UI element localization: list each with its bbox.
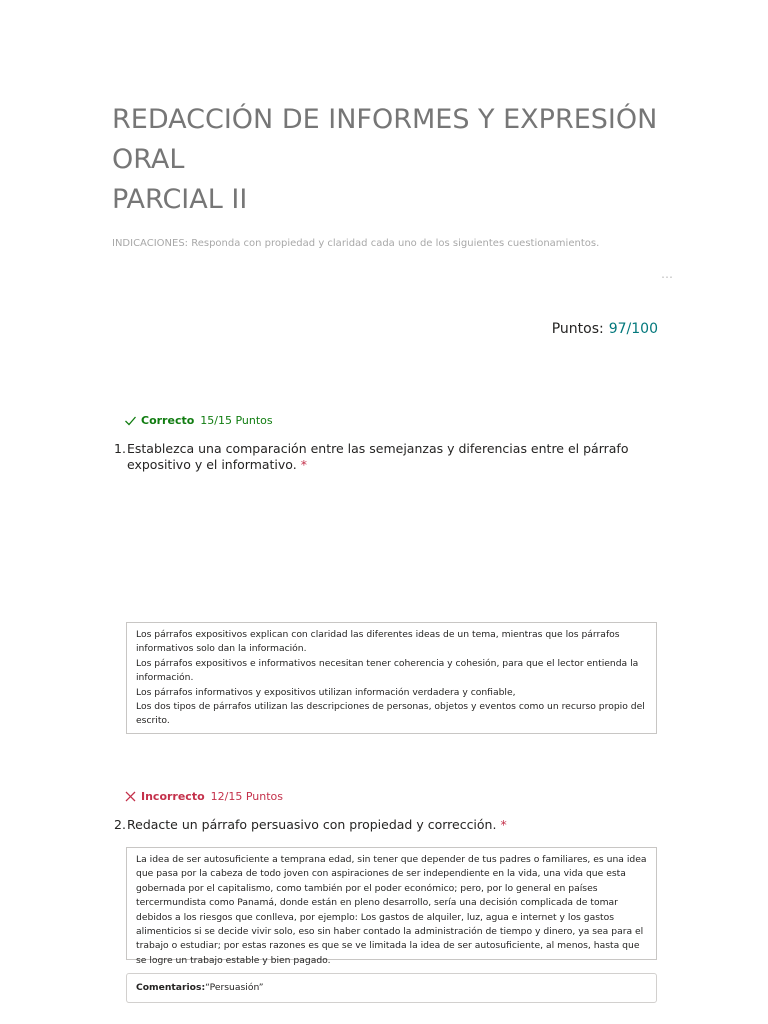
- cross-icon: [124, 790, 137, 803]
- question-1-status-word: Correcto: [141, 414, 195, 427]
- form-title-line-1: REDACCIÓN DE INFORMES Y EXPRESIÓN: [112, 104, 658, 135]
- required-mark: *: [500, 817, 507, 832]
- question-1-points: 15/15 Puntos: [200, 414, 273, 427]
- form-indications: INDICACIONES: Responda con propiedad y claridad cada uno de los siguientes cuestionamientos.: [112, 238, 600, 249]
- form-title-line-3: PARCIAL II: [112, 184, 248, 215]
- question-1-status: [124, 414, 273, 427]
- question-1-answer: [126, 622, 657, 734]
- question-2-status: [124, 790, 283, 803]
- question-2: [114, 817, 644, 833]
- question-2-text: Redacte un párrafo persuasivo con propiedad y corrección.: [127, 817, 497, 832]
- question-2-answer: [126, 847, 657, 966]
- question-1: [114, 441, 644, 473]
- answer-line: Los párrafos expositivos e informativos necesitan tener coherencia y cohesión, para que el lector entienda la información.: [136, 657, 639, 684]
- answer-line: Los párrafos informativos y expositivos utilizan información verdadera y confiable,: [136, 686, 516, 698]
- question-2-comment: [126, 973, 657, 1003]
- comment-text: “Persuasión”: [205, 982, 264, 993]
- total-score: [552, 321, 658, 337]
- required-mark: *: [300, 457, 307, 472]
- form-title-line-2: ORAL: [112, 144, 185, 175]
- comment-label: Comentarios:: [136, 982, 206, 993]
- question-2-points: 12/15 Puntos: [210, 790, 284, 803]
- answer-line: Los dos tipos de párrafos utilizan las descripciones de personas, objetos y eventos como un recurso propio del escrito.: [136, 701, 645, 727]
- score-label: Puntos:: [551, 321, 604, 337]
- question-1-text: Establezca una comparación entre las semejanzas y diferencias entre el párrafo expositivo y el informativo.: [127, 441, 629, 472]
- more-options-icon[interactable]: …: [661, 267, 674, 281]
- answer-paragraph: La idea de ser autosuficiente a temprana edad, sin tener que depender de tus padres o familiares, es una idea que pasa por la cabeza de todo joven con aspiraciones de ser independiente en la vida, una vida que esta gobernada por el capitalismo, como también por el poder económico; pero, por lo general en países tercermundista como Panamá, donde están en pleno desarrollo, sería una decisión complicada de tomar debidos a los riesgos que conlleva, por ejemplo: Los gastos de alquiler, luz, agua e internet y los gastos alimenticios si se decide vivir solo, eso sin haber contado la administración de tiempo y dinero, ya sea para el trabajo o estudiar; por estas razones es que se ve limitada la idea de ser autosuficiente, al menos, hasta que se logre un trabajo estable y bien pagado.: [136, 854, 647, 966]
- question-2-number: 2.: [114, 817, 126, 832]
- question-2-status-word: Incorrecto: [141, 790, 205, 803]
- score-value: 97/100: [608, 321, 658, 337]
- answer-line: Los párrafos expositivos explican con claridad las diferentes ideas de un tema, mientras que los párrafos informativos solo dan la información.: [136, 629, 620, 655]
- question-1-number: 1.: [114, 441, 126, 456]
- checkmark-icon: [124, 414, 137, 427]
